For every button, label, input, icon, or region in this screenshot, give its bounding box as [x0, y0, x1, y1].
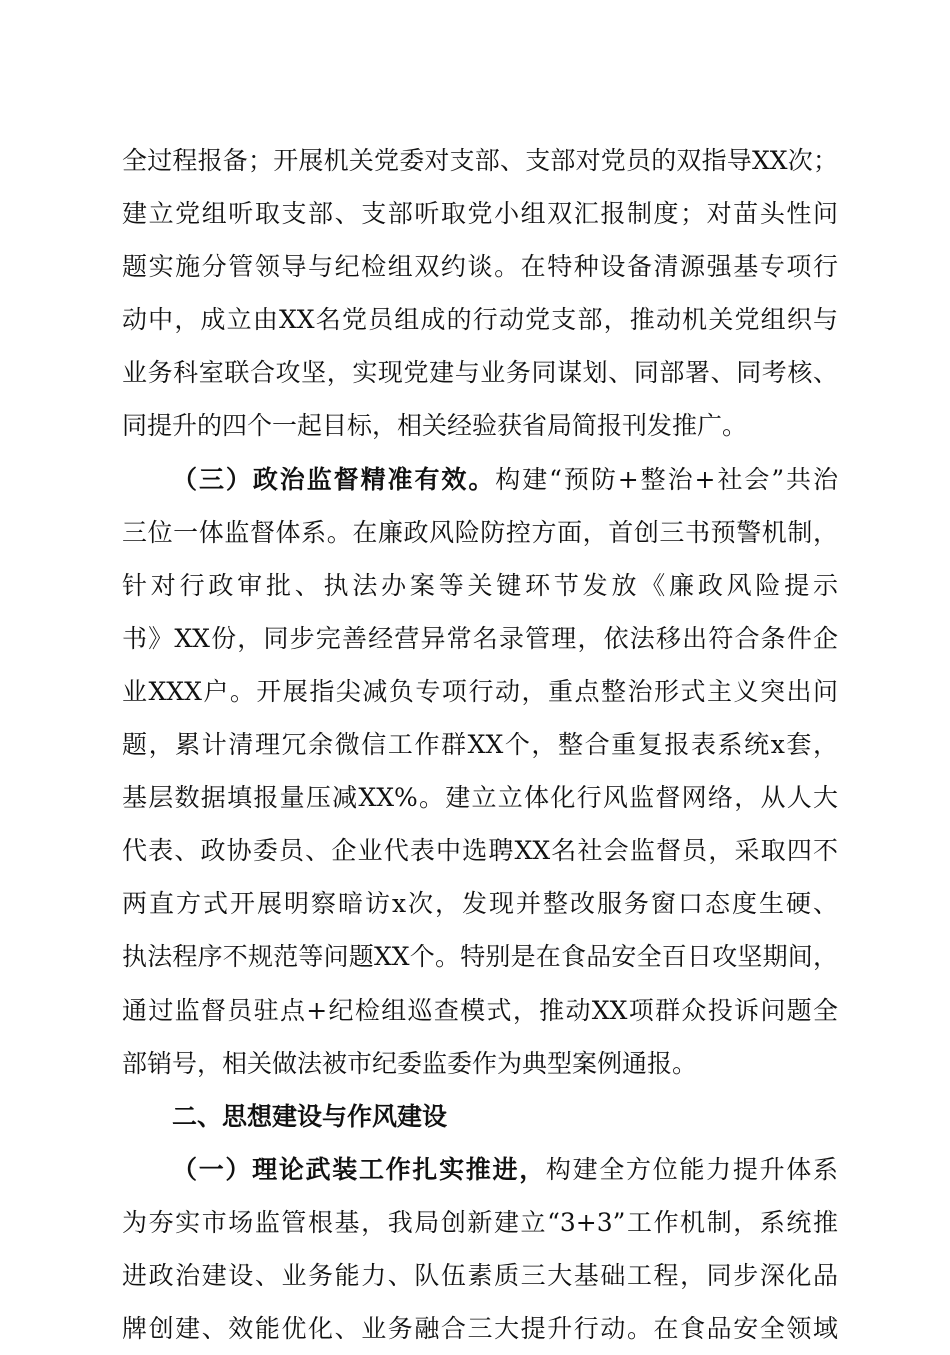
section-3-first-line: （三）政治监督精准有效。构建“预防+整治+社会”共治 — [172, 464, 838, 494]
section-heading-political-supervision: （三）政治监督精准有效。 — [172, 464, 496, 494]
body-line-15: 两直方式开展明察暗访x次，发现并整改服务窗口态度生硬、 — [122, 889, 838, 919]
body-line-23: 牌创建、效能优化、业务融合三大提升行动。在食品安全领域 — [122, 1314, 838, 1344]
body-line-3: 题实施分管领导与纪检组双约谈。在特种设备清源强基专项行 — [122, 252, 838, 282]
body-line-2: 建立党组听取支部、支部听取党小组双汇报制度；对苗头性问 — [122, 199, 838, 229]
body-line-11: 业XXX户。开展指尖减负专项行动，重点整治形式主义突出问 — [122, 676, 838, 706]
body-line-13: 基层数据填报量压减XX%。建立立体化行风监督网络，从人大 — [122, 783, 838, 813]
document-body — [122, 134, 838, 1355]
body-line-4: 动中，成立由XX名党员组成的行动党支部，推动机关党组织与 — [122, 305, 838, 335]
body-line-18: 部销号，相关做法被市纪委监委作为典型案例通报。 — [122, 1048, 698, 1078]
body-line-1: 全过程报备；开展机关党委对支部、支部对党员的双指导XX次； — [122, 146, 838, 175]
body-line-17: 通过监督员驻点+纪检组巡查模式，推动XX项群众投诉问题全 — [122, 995, 838, 1025]
body-line-9: 针对行政审批、执法办案等关键环节发放《廉政风险提示 — [122, 570, 838, 600]
body-line-16: 执法程序不规范等问题XX个。特别是在食品安全百日攻坚期间， — [122, 942, 838, 972]
body-line-14: 代表、政协委员、企业代表中选聘XX名社会监督员，采取四不 — [122, 836, 838, 866]
chapter-heading-ideology-style: 二、思想建设与作风建设 — [172, 1101, 448, 1131]
section-heading-theory-arming: （一）理论武装工作扎实推进， — [172, 1154, 546, 1184]
body-line-22: 进政治建设、业务能力、队伍素质三大基础工程，同步深化品 — [122, 1260, 838, 1290]
body-line-10: 书》XX份，同步完善经营异常名录管理，依法移出符合条件企 — [122, 623, 838, 653]
section-1-first-line: （一）理论武装工作扎实推进，构建全方位能力提升体系 — [172, 1154, 838, 1184]
body-line-6: 同提升的四个一起目标，相关经验获省局简报刊发推广。 — [122, 411, 748, 441]
body-line-21: 为夯实市场监管根基，我局创新建立“3+3”工作机制，系统推 — [122, 1207, 838, 1237]
chapter-heading-line — [122, 1090, 838, 1143]
body-line-5: 业务科室联合攻坚，实现党建与业务同谋划、同部署、同考核、 — [122, 358, 838, 388]
body-line-8: 三位一体监督体系。在廉政风险防控方面，首创三书预警机制， — [122, 517, 838, 547]
body-line-12: 题，累计清理冗余微信工作群XX个，整合重复报表系统x套， — [122, 730, 838, 760]
